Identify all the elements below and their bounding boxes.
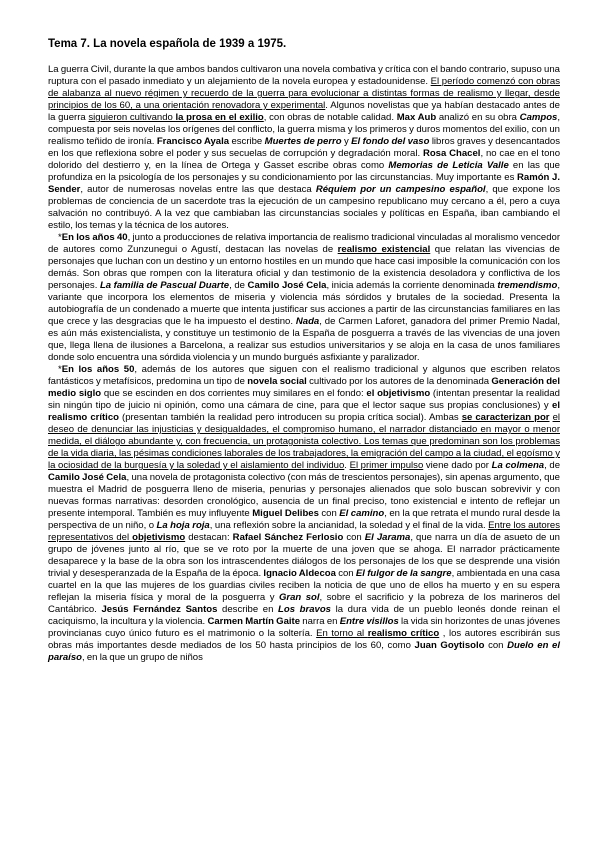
paragraph-intro (48, 64, 560, 232)
document-body (48, 64, 560, 664)
text-run: , de Carmen Laforet, ganadora del primer Premio Nadal, es aún más existencialista, y constituye un testimonio de la España de posguerra a través de las vivencias de una joven que, llega llena de ilusiones a Barcelona, a realizar sus estudios universitarios y se aloja en la casa de unos familiares donde solo encuentra una sórdida violencia y un mundo burgués asfixiante y paralizador. (48, 316, 561, 363)
text-run-b: Miguel Delibes (252, 508, 319, 519)
text-run-bi: tremendismo (497, 280, 558, 291)
text-run-u: el deseo de denunciar las injusticias y desigualdades, el compromiso humano, el narrador distanciado en mayor o menor medida, el diálogo abundante y, con frecuencia, un protagonista colectivo. Los temas que predominan son los problemas de la vida diaria, las pésimas condiciones laborales de los trabajadores, la emigración del campo a la ciudad, el egoísmo y la ociosidad de la burguesía y la soledad y el aislamiento del individuo (48, 412, 560, 471)
text-run-b: Max Aub (396, 112, 437, 123)
text-run: viene dado por (423, 460, 492, 471)
text-run-b: Carmen Martín Gaite (207, 616, 301, 627)
text-run-b: novela social (247, 376, 307, 387)
text-run-bi: El fondo del vaso (351, 136, 430, 147)
text-run-b: Juan Goytisolo (414, 640, 485, 651)
text-run-bi: Gran sol (278, 592, 320, 603)
text-run-bi: El fulgor de la sangre (355, 568, 452, 579)
text-run: , sobre el sacrificio y la pobreza de los marineros del Cantábrico. (48, 592, 560, 615)
text-run: con (335, 568, 356, 579)
text-run: narra en (300, 616, 340, 627)
text-run: , además de los autores que siguen con el realismo tradicional y algunos que escriben relatos fantásticos y metafísicos, predomina un tipo de (48, 364, 560, 387)
text-run: * (58, 364, 62, 375)
text-run-bi: Entre visillos (339, 616, 399, 627)
text-run: , inicia además la corriente denominada (326, 280, 498, 291)
text-run-u: El primer impulso (349, 460, 424, 471)
text-run: , que narra un día de asueto de un grupo de jóvenes junto al río, que se ve roto por la muerte de una joven que se ahoga. El narrador prácticamente desaparece y la base de la obra son los intrascendentes diálogos de los personajes de los que se desprende una visión trivial y desesperanzada de la España de la época. (48, 532, 560, 579)
text-run: , autor de numerosas novelas entre las que destaca (80, 184, 316, 195)
text-run: , junto a producciones de relativa importancia de realismo tradicional vinculadas al moralismo vencedor de autores como Zunzunegui o Agustí, destacan las novelas de (48, 232, 560, 255)
text-run: destacan: (185, 532, 233, 543)
text-run: , una novela de protagonista colectivo (con más de trescientos personajes), sin apenas argumento, que muestra el Madrid de posguerra lleno de miseria, penurias y personajes alienados que solo buscan sobrevivir y con nuevas formas narrativas: desorden cronológico, ausencia de un final preciso, tono existencial e intento de reflejar un presente intemporal. También es muy influyente (48, 472, 560, 519)
text-run-b: Ramón J. Sender (48, 172, 560, 195)
text-run: la vida sin horizontes de unas jóvenes provincianas cuyo único futuro es el matrimonio o la soltería. (48, 616, 560, 639)
text-run: , en la que retrata el mundo rural desde la perspectiva de un niño, o (48, 508, 560, 531)
text-run: y (341, 136, 352, 147)
text-run-u: En torno al (316, 628, 368, 639)
text-run: . (344, 460, 350, 471)
text-run-bu: objetivismo (132, 532, 186, 543)
text-run-bi: Los bravos (278, 604, 331, 615)
text-run-u: siguieron cultivando (88, 112, 176, 123)
text-run: describe en (217, 604, 279, 615)
text-run-bi: Nada (295, 316, 320, 327)
text-run-b: Camilo José Cela (48, 472, 127, 483)
text-run-b: Francisco Ayala (156, 136, 230, 147)
text-run-bi: El Jarama (364, 532, 411, 543)
text-run: escribe (229, 136, 265, 147)
text-run: con (343, 532, 365, 543)
text-run: con (318, 508, 340, 519)
text-run-b: En los años 40 (61, 232, 128, 243)
text-run: analizó en su obra (436, 112, 520, 123)
text-run: con (484, 640, 508, 651)
text-run: (intentan presentar la realidad sin ningún tipo de juicio ni opinión, como una cámara de cine, para que el lector saque sus propias conclusiones) y (48, 388, 560, 411)
text-run: , que expone los problemas de conciencia de un sacerdote tras la ejecución de un campesino republicano muy cercano a él, pero a cuya salvación no contribuyó. A la vez que cambiaban las circunstancias sociales y políticas en España, iban cambiando el estilo, los temas y la técnica de los autores. (48, 184, 560, 231)
paragraph-anos-40 (48, 232, 560, 364)
text-run: , en la que un grupo de niños (81, 652, 203, 663)
text-run-b: Rafael Sánchez Ferlosio (232, 532, 344, 543)
text-run: libros graves y desencantados en los que reflexiona sobre el poder y sus secuelas de corrupción y degradación moral. (48, 136, 560, 159)
text-run-bu: realismo existencial (337, 244, 431, 255)
text-run-bi: Réquiem por un campesino español (315, 184, 486, 195)
text-run: que relatan las vivencias de personajes que luchan con un destino y un entorno hostiles en un mundo que hace casi imposible la comunicación con los demás. Son obras que rompen con la literatura oficial y dan testimonio de la existencia desoladora y conflictiva de los personajes. (48, 244, 560, 291)
text-run-b: Ignacio Aldecoa (263, 568, 336, 579)
text-run: (presentan también la realidad pero introducen su propia crítica social). Ambas (118, 412, 462, 423)
text-run: . Algunos novelistas que ya habían destacado antes de la guerra (48, 100, 560, 123)
text-run: , compuesta por seis novelas los orígenes del conflicto, la guerra misma y los primeros y duros momentos del exilio, con un realismo teñido de ironía. (48, 112, 560, 147)
text-run-bi: Muertes de perro (264, 136, 342, 147)
text-run-bi: El camino (339, 508, 385, 519)
text-run-bi: La familia de Pascual Duarte (99, 280, 230, 291)
text-run: * (58, 232, 62, 243)
text-run-bu: se caracterizan por (461, 412, 550, 423)
text-run: , de (229, 280, 248, 291)
text-run-b: En los años 50 (61, 364, 135, 375)
text-run: , una reflexión sobre la ancianidad, la soledad y el final de la vida. (209, 520, 489, 531)
text-run: , con obras de notable calidad. (263, 112, 397, 123)
text-run: , ambientada en una casa cuartel en la que las mujeres de los guardias civiles reciben la noticia de que uno de ellos ha muerto y en su espera reflejan la miseria física y moral de la posguerra y (48, 568, 560, 603)
text-run-bi: Campos (519, 112, 558, 123)
text-run: cultivado por los autores de la denominada (306, 376, 492, 387)
text-run: La guerra Civil, durante la que ambos bandos cultivaron una novela combativa y crítica con el bando contrario, supuso una ruptura con el pasado inmediato y un alejamiento de la novela europea y estadounidense. (48, 64, 560, 87)
text-run: que se escinden en dos corrientes muy similares en el fondo: (101, 388, 367, 399)
text-run-b: el objetivismo (366, 388, 431, 399)
text-run-bi: La hoja roja (156, 520, 210, 531)
text-run-u: El período comenzó con obras de alabanza al nuevo régimen y recuerdo de la guerra para evolucionar a distintas formas de realismo y llegar, desde principios de los 60, a una orientación renovadora y experimental (48, 76, 560, 111)
text-run: , no cae en el tono dolorido del destierro y, en la línea de Ortega y Gasset escribe obras como (48, 148, 561, 171)
text-run: , de (544, 460, 561, 471)
text-run: , los autores escribirán sus obras más importantes desde mediados de los 50 hasta principios de los 60, como (48, 628, 560, 651)
paragraph-anos-50 (48, 364, 560, 664)
document-title: Tema 7. La novela española de 1939 a 1975. (48, 38, 287, 50)
text-run-b: Generación del medio siglo (48, 376, 560, 399)
text-run-bi: Memorias de Leticia Valle (388, 160, 509, 171)
text-run-bu: realismo crítico (367, 628, 440, 639)
text-run: la dura vida de un pueblo leonés donde reinan el caciquismo, la incultura y la violencia. (48, 604, 560, 627)
text-run-u: Entre los autores representativos del (48, 520, 560, 543)
text-run-bu: la prosa en el exilio (175, 112, 264, 123)
text-run: , variante que incorpora los elementos de miseria y violencia más sórdidos y brutales de la sociedad. Presenta la autobiografía de un condenado a muerte que intenta justificar sus acciones a partir de las circunstancias familiares en las que crece y las desgracias que le ha impuesto el destino. (48, 280, 561, 327)
text-run-b: Rosa Chacel (422, 148, 481, 159)
text-run-b: el realismo crítico (48, 400, 560, 423)
text-run-b: Jesús Fernández Santos (101, 604, 218, 615)
text-run-bi: Duelo en el paraíso (48, 640, 560, 663)
text-run-bi: La colmena (491, 460, 545, 471)
text-run: en las que profundiza en la psicología de los personajes y su condicionamiento por las circunstancias. Muy importante es (48, 160, 560, 183)
text-run-b: Camilo José Cela (247, 280, 327, 291)
